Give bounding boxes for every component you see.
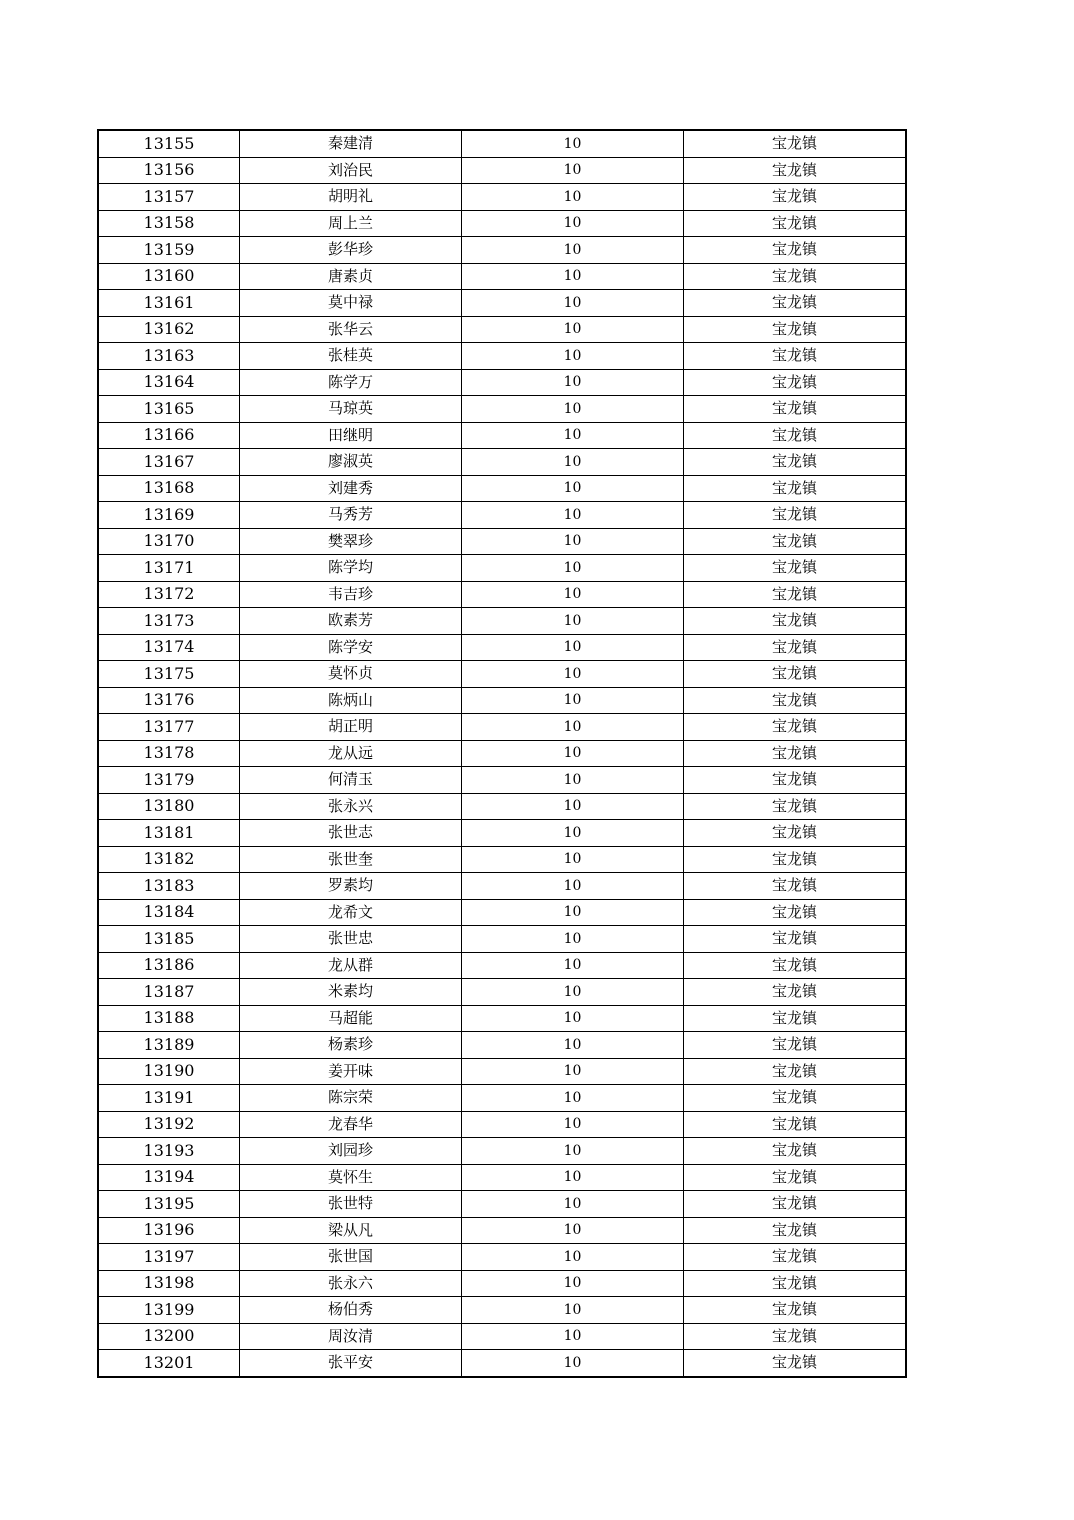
cell-town: 宝龙镇 [684, 369, 907, 396]
cell-amount: 10 [462, 555, 684, 582]
table-row [98, 1350, 906, 1377]
cell-id: 13167 [98, 449, 240, 476]
cell-town: 宝龙镇 [684, 316, 907, 343]
cell-name: 陈学均 [240, 555, 462, 582]
cell-id: 13189 [98, 1032, 240, 1059]
table-row [98, 1085, 906, 1112]
cell-town: 宝龙镇 [684, 740, 907, 767]
cell-town: 宝龙镇 [684, 449, 907, 476]
table-row [98, 237, 906, 264]
cell-amount: 10 [462, 793, 684, 820]
cell-town: 宝龙镇 [684, 1217, 907, 1244]
table-row [98, 687, 906, 714]
cell-amount: 10 [462, 210, 684, 237]
cell-town: 宝龙镇 [684, 343, 907, 370]
cell-town: 宝龙镇 [684, 952, 907, 979]
cell-id: 13172 [98, 581, 240, 608]
cell-amount: 10 [462, 634, 684, 661]
cell-town: 宝龙镇 [684, 1270, 907, 1297]
cell-name: 韦吉珍 [240, 581, 462, 608]
cell-id: 13186 [98, 952, 240, 979]
table-row [98, 608, 906, 635]
table-row [98, 1164, 906, 1191]
cell-town: 宝龙镇 [684, 290, 907, 317]
table-row [98, 926, 906, 953]
cell-id: 13169 [98, 502, 240, 529]
cell-amount: 10 [462, 528, 684, 555]
table-row [98, 502, 906, 529]
table-row [98, 184, 906, 211]
cell-amount: 10 [462, 1111, 684, 1138]
cell-amount: 10 [462, 661, 684, 688]
cell-town: 宝龙镇 [684, 846, 907, 873]
cell-name: 陈宗荣 [240, 1085, 462, 1112]
table-row [98, 767, 906, 794]
cell-name: 张华云 [240, 316, 462, 343]
table-row [98, 1005, 906, 1032]
cell-name: 周汝清 [240, 1323, 462, 1350]
cell-id: 13180 [98, 793, 240, 820]
table-row [98, 422, 906, 449]
table-row [98, 1244, 906, 1271]
cell-town: 宝龙镇 [684, 1111, 907, 1138]
cell-id: 13158 [98, 210, 240, 237]
cell-town: 宝龙镇 [684, 422, 907, 449]
cell-name: 张世国 [240, 1244, 462, 1271]
cell-id: 13168 [98, 475, 240, 502]
cell-id: 13196 [98, 1217, 240, 1244]
table-row [98, 475, 906, 502]
cell-name: 罗素均 [240, 873, 462, 900]
table-row [98, 873, 906, 900]
cell-name: 陈学万 [240, 369, 462, 396]
cell-name: 梁从凡 [240, 1217, 462, 1244]
cell-town: 宝龙镇 [684, 661, 907, 688]
cell-town: 宝龙镇 [684, 767, 907, 794]
cell-amount: 10 [462, 1164, 684, 1191]
table-row [98, 1297, 906, 1324]
cell-id: 13193 [98, 1138, 240, 1165]
cell-id: 13166 [98, 422, 240, 449]
cell-town: 宝龙镇 [684, 899, 907, 926]
table-row [98, 1058, 906, 1085]
table-row [98, 714, 906, 741]
cell-amount: 10 [462, 581, 684, 608]
cell-name: 张永兴 [240, 793, 462, 820]
cell-town: 宝龙镇 [684, 608, 907, 635]
cell-town: 宝龙镇 [684, 1297, 907, 1324]
cell-town: 宝龙镇 [684, 634, 907, 661]
cell-name: 胡正明 [240, 714, 462, 741]
cell-name: 唐素贞 [240, 263, 462, 290]
cell-amount: 10 [462, 979, 684, 1006]
cell-id: 13171 [98, 555, 240, 582]
cell-id: 13174 [98, 634, 240, 661]
cell-town: 宝龙镇 [684, 130, 907, 157]
cell-name: 廖淑英 [240, 449, 462, 476]
cell-name: 周上兰 [240, 210, 462, 237]
cell-name: 欧素芳 [240, 608, 462, 635]
cell-name: 张世奎 [240, 846, 462, 873]
cell-amount: 10 [462, 502, 684, 529]
cell-name: 米素均 [240, 979, 462, 1006]
table-row [98, 1191, 906, 1218]
cell-amount: 10 [462, 952, 684, 979]
cell-amount: 10 [462, 290, 684, 317]
cell-amount: 10 [462, 343, 684, 370]
table-row [98, 1111, 906, 1138]
cell-town: 宝龙镇 [684, 581, 907, 608]
table-row [98, 952, 906, 979]
table-row [98, 581, 906, 608]
cell-id: 13177 [98, 714, 240, 741]
cell-amount: 10 [462, 1085, 684, 1112]
cell-amount: 10 [462, 1138, 684, 1165]
cell-name: 彭华珍 [240, 237, 462, 264]
cell-amount: 10 [462, 926, 684, 953]
cell-id: 13161 [98, 290, 240, 317]
table-row [98, 899, 906, 926]
cell-town: 宝龙镇 [684, 1032, 907, 1059]
cell-name: 莫怀贞 [240, 661, 462, 688]
cell-amount: 10 [462, 899, 684, 926]
table-body [98, 130, 906, 1377]
cell-town: 宝龙镇 [684, 926, 907, 953]
cell-id: 13160 [98, 263, 240, 290]
cell-id: 13188 [98, 1005, 240, 1032]
table-row [98, 290, 906, 317]
cell-amount: 10 [462, 687, 684, 714]
cell-id: 13198 [98, 1270, 240, 1297]
cell-name: 陈炳山 [240, 687, 462, 714]
cell-town: 宝龙镇 [684, 396, 907, 423]
cell-name: 龙从远 [240, 740, 462, 767]
cell-amount: 10 [462, 475, 684, 502]
cell-name: 张世特 [240, 1191, 462, 1218]
cell-town: 宝龙镇 [684, 475, 907, 502]
table-row [98, 1270, 906, 1297]
cell-name: 胡明礼 [240, 184, 462, 211]
cell-amount: 10 [462, 184, 684, 211]
cell-amount: 10 [462, 767, 684, 794]
data-table [97, 129, 907, 1378]
cell-amount: 10 [462, 846, 684, 873]
cell-id: 13155 [98, 130, 240, 157]
cell-name: 刘建秀 [240, 475, 462, 502]
cell-id: 13156 [98, 157, 240, 184]
cell-name: 秦建清 [240, 130, 462, 157]
cell-id: 13195 [98, 1191, 240, 1218]
cell-town: 宝龙镇 [684, 502, 907, 529]
cell-name: 田继明 [240, 422, 462, 449]
cell-name: 莫中禄 [240, 290, 462, 317]
cell-town: 宝龙镇 [684, 237, 907, 264]
table-row [98, 316, 906, 343]
cell-amount: 10 [462, 1058, 684, 1085]
cell-id: 13176 [98, 687, 240, 714]
cell-amount: 10 [462, 396, 684, 423]
cell-id: 13194 [98, 1164, 240, 1191]
cell-amount: 10 [462, 1297, 684, 1324]
cell-id: 13201 [98, 1350, 240, 1377]
cell-id: 13162 [98, 316, 240, 343]
cell-name: 陈学安 [240, 634, 462, 661]
cell-amount: 10 [462, 157, 684, 184]
cell-name: 刘治民 [240, 157, 462, 184]
cell-id: 13182 [98, 846, 240, 873]
cell-id: 13173 [98, 608, 240, 635]
cell-name: 何清玉 [240, 767, 462, 794]
table-row [98, 528, 906, 555]
table-row [98, 846, 906, 873]
cell-name: 莫怀生 [240, 1164, 462, 1191]
table-row [98, 1138, 906, 1165]
cell-id: 13165 [98, 396, 240, 423]
table-row [98, 979, 906, 1006]
cell-id: 13190 [98, 1058, 240, 1085]
cell-town: 宝龙镇 [684, 1244, 907, 1271]
cell-id: 13183 [98, 873, 240, 900]
cell-name: 张平安 [240, 1350, 462, 1377]
cell-town: 宝龙镇 [684, 1058, 907, 1085]
cell-town: 宝龙镇 [684, 263, 907, 290]
cell-town: 宝龙镇 [684, 687, 907, 714]
cell-amount: 10 [462, 1032, 684, 1059]
cell-amount: 10 [462, 422, 684, 449]
cell-amount: 10 [462, 369, 684, 396]
cell-amount: 10 [462, 263, 684, 290]
cell-name: 杨素珍 [240, 1032, 462, 1059]
cell-name: 马琼英 [240, 396, 462, 423]
cell-town: 宝龙镇 [684, 1138, 907, 1165]
table-row [98, 661, 906, 688]
cell-town: 宝龙镇 [684, 528, 907, 555]
cell-name: 龙从群 [240, 952, 462, 979]
cell-id: 13185 [98, 926, 240, 953]
table-row [98, 449, 906, 476]
cell-name: 姜开味 [240, 1058, 462, 1085]
table-row [98, 793, 906, 820]
cell-amount: 10 [462, 1191, 684, 1218]
cell-amount: 10 [462, 130, 684, 157]
table-row [98, 130, 906, 157]
cell-amount: 10 [462, 316, 684, 343]
cell-id: 13199 [98, 1297, 240, 1324]
cell-town: 宝龙镇 [684, 979, 907, 1006]
table-row [98, 740, 906, 767]
cell-amount: 10 [462, 1005, 684, 1032]
table-row [98, 157, 906, 184]
table-row [98, 210, 906, 237]
cell-name: 樊翠珍 [240, 528, 462, 555]
cell-town: 宝龙镇 [684, 873, 907, 900]
cell-name: 张永六 [240, 1270, 462, 1297]
cell-town: 宝龙镇 [684, 820, 907, 847]
cell-id: 13200 [98, 1323, 240, 1350]
cell-amount: 10 [462, 714, 684, 741]
cell-id: 13184 [98, 899, 240, 926]
cell-id: 13192 [98, 1111, 240, 1138]
table-row [98, 1032, 906, 1059]
cell-town: 宝龙镇 [684, 1350, 907, 1377]
table-row [98, 263, 906, 290]
cell-amount: 10 [462, 608, 684, 635]
cell-id: 13191 [98, 1085, 240, 1112]
cell-amount: 10 [462, 1217, 684, 1244]
cell-id: 13197 [98, 1244, 240, 1271]
cell-town: 宝龙镇 [684, 1164, 907, 1191]
cell-name: 张桂英 [240, 343, 462, 370]
cell-town: 宝龙镇 [684, 210, 907, 237]
table-row [98, 555, 906, 582]
cell-amount: 10 [462, 1244, 684, 1271]
cell-name: 杨伯秀 [240, 1297, 462, 1324]
cell-name: 马秀芳 [240, 502, 462, 529]
cell-amount: 10 [462, 740, 684, 767]
cell-amount: 10 [462, 1323, 684, 1350]
cell-town: 宝龙镇 [684, 1323, 907, 1350]
cell-town: 宝龙镇 [684, 157, 907, 184]
cell-town: 宝龙镇 [684, 1085, 907, 1112]
cell-name: 刘园珍 [240, 1138, 462, 1165]
cell-town: 宝龙镇 [684, 1191, 907, 1218]
cell-name: 张世志 [240, 820, 462, 847]
cell-id: 13179 [98, 767, 240, 794]
cell-town: 宝龙镇 [684, 793, 907, 820]
cell-town: 宝龙镇 [684, 184, 907, 211]
table-row [98, 369, 906, 396]
table-row [98, 820, 906, 847]
cell-id: 13181 [98, 820, 240, 847]
cell-id: 13178 [98, 740, 240, 767]
table-row [98, 396, 906, 423]
cell-town: 宝龙镇 [684, 714, 907, 741]
cell-id: 13170 [98, 528, 240, 555]
cell-id: 13175 [98, 661, 240, 688]
cell-amount: 10 [462, 1350, 684, 1377]
table-row [98, 1217, 906, 1244]
cell-amount: 10 [462, 237, 684, 264]
cell-amount: 10 [462, 820, 684, 847]
table-row [98, 1323, 906, 1350]
cell-amount: 10 [462, 449, 684, 476]
cell-town: 宝龙镇 [684, 555, 907, 582]
cell-id: 13164 [98, 369, 240, 396]
cell-town: 宝龙镇 [684, 1005, 907, 1032]
cell-id: 13157 [98, 184, 240, 211]
cell-id: 13163 [98, 343, 240, 370]
cell-name: 马超能 [240, 1005, 462, 1032]
cell-id: 13187 [98, 979, 240, 1006]
cell-name: 张世忠 [240, 926, 462, 953]
cell-id: 13159 [98, 237, 240, 264]
cell-amount: 10 [462, 873, 684, 900]
cell-name: 龙春华 [240, 1111, 462, 1138]
cell-amount: 10 [462, 1270, 684, 1297]
table-row [98, 343, 906, 370]
table-row [98, 634, 906, 661]
cell-name: 龙希文 [240, 899, 462, 926]
